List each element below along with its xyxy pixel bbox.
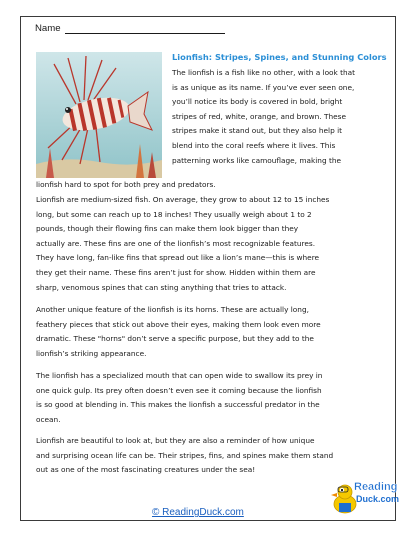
text-line: you’ll notice its body is covered in bold, bright (172, 97, 343, 107)
text-line: out as one of the most fascinating creatures under the sea! (36, 465, 256, 475)
intro-paragraph-tail (36, 178, 376, 193)
text-line: long, but some can reach up to 18 inches! They usually weigh about 1 to 2 (36, 209, 312, 219)
text-line: patterning works like camouflage, making the (172, 155, 341, 165)
paragraph-size (36, 193, 376, 295)
name-row (35, 23, 225, 34)
text-line: is so good at blending in. This makes the lionfish a successful predator in the (36, 400, 320, 410)
text-line: The lionfish is a fish like no other, with a look that (172, 68, 356, 77)
text-line: lionfish’s striking appearance. (36, 348, 147, 358)
text-line: actually are. These fins are one of the lionfish’s most recognizable features. (36, 238, 316, 248)
text-line: dramatic. These "horns" don’t serve a specific purpose, but they add to the (36, 334, 314, 344)
text-line: ocean. (36, 414, 61, 424)
text-line: one quick gulp. Its prey often doesn’t even see it coming because the lionfish (36, 385, 322, 395)
text-line: pounds, though their flowing fins can make them look bigger than they (36, 224, 299, 234)
text-line: They have long, fan-like fins that spread out like a lion’s mane—this is where (36, 253, 320, 263)
name-input-line[interactable] (65, 24, 225, 34)
logo-text-line1: Reading (354, 481, 398, 493)
text-line: they get their name. These fins aren’t just for show. Hidden within them are (36, 267, 316, 277)
text-line: is as unique as its name. If you’ve ever seen one, (172, 82, 355, 92)
paragraph-conclusion (36, 434, 376, 478)
lionfish-illustration (36, 52, 162, 178)
text-line: Lionfish are medium-sized fish. On average, they grow to about 12 to 15 inches (36, 195, 330, 204)
text-line: and surprising ocean life can be. Their stripes, fins, and spines make them stand (36, 450, 334, 460)
paragraph-mouth (36, 369, 376, 427)
text-line: sharp, venomous spines that can sting anything that tries to attack. (36, 282, 287, 292)
text-line: Another unique feature of the lionfish is its horns. These are actually long, (36, 305, 309, 314)
text-line: feathery pieces that stick out above their eyes, making them look even more (36, 319, 321, 329)
text-line: blend into the coral reefs where it lives. This (172, 140, 336, 150)
article-title: Lionfish: Stripes, Spines, and Stunning Colors (172, 52, 387, 62)
intro-paragraph (172, 66, 370, 168)
readingduck-logo (331, 470, 400, 520)
text-line: lionfish hard to spot for both prey and predators. (36, 180, 216, 189)
logo-text-line2: Duck.com (356, 494, 400, 504)
paragraph-horns (36, 303, 376, 361)
text-line: stripes make it stand out, but they also help it (172, 126, 342, 136)
text-line: Lionfish are beautiful to look at, but they are also a reminder of how unique (36, 436, 315, 445)
text-line: The lionfish has a specialized mouth that can open wide to swallow its prey in (36, 371, 323, 380)
name-label: Name (35, 23, 61, 34)
text-line: stripes of red, white, orange, and brown. These (172, 111, 347, 121)
readingduck-link[interactable]: © ReadingDuck.com (152, 507, 244, 518)
